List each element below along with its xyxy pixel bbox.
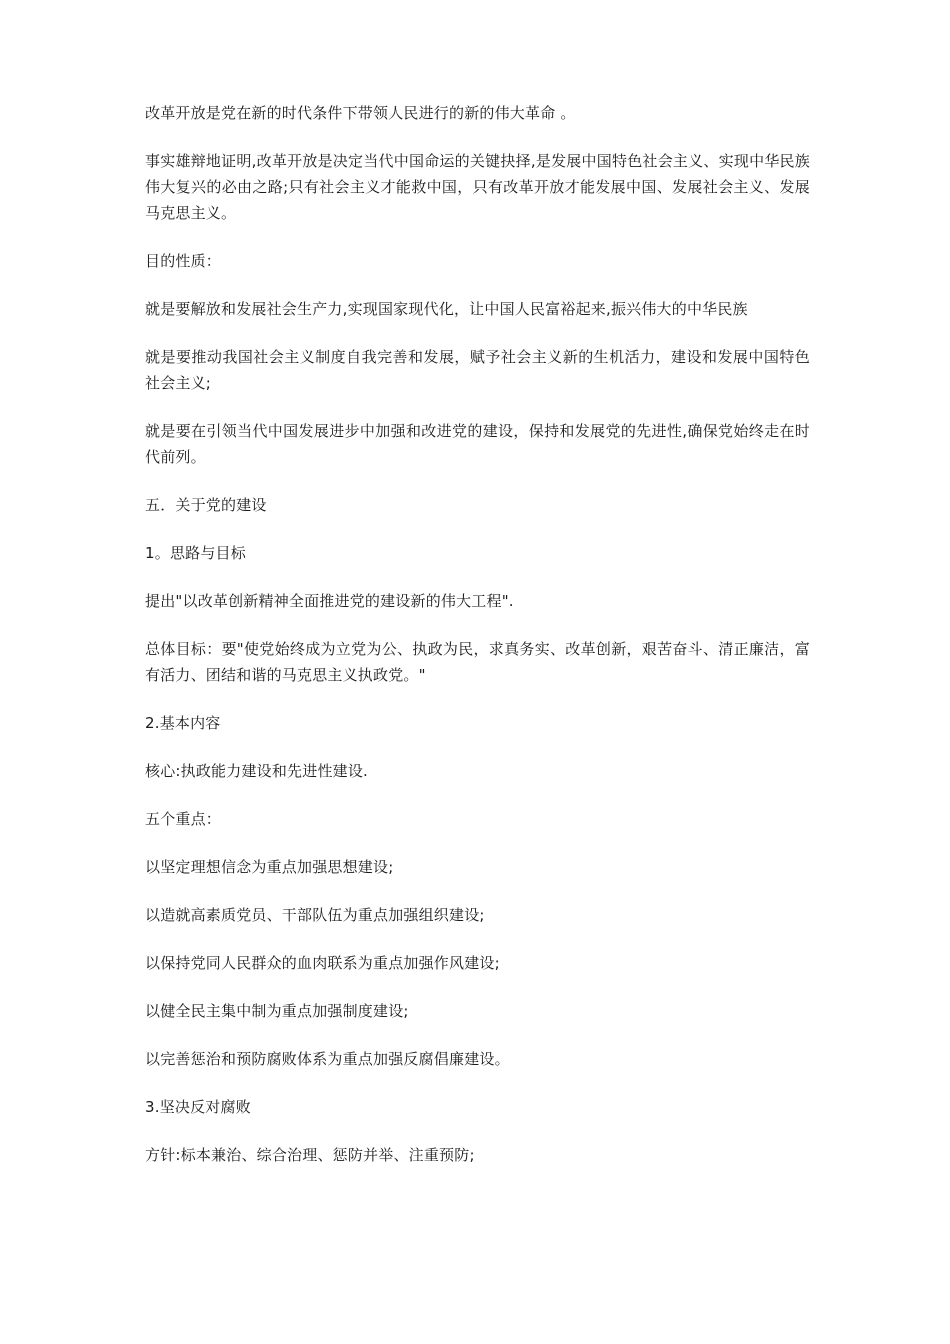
paragraph-facts-prove: 事实雄辩地证明,改革开放是决定当代中国命运的关键抉择,是发展中国特色社会主义、实现中华民族伟大复兴的必由之路;只有社会主义才能救中国，只有改革开放才能发展中国、发展社会主义、发展马克思主义。 [145, 152, 810, 222]
paragraph-purpose-system: 就是要推动我国社会主义制度自我完善和发展，赋予社会主义新的生机活力，建设和发展中国特色社会主义; [145, 348, 810, 392]
subheading-ideas-goals: 1。思路与目标 [145, 544, 246, 562]
paragraph-proposal: 提出"以改革创新精神全面推进党的建设新的伟大工程". [145, 592, 514, 610]
paragraph-purpose-heading: 目的性质： [145, 252, 222, 270]
subheading-basic-content: 2.基本内容 [145, 714, 221, 732]
document-page [145, 100, 810, 1190]
paragraph-policy: 方针:标本兼治、综合治理、惩防并举、注重预防; [145, 1146, 475, 1164]
section-heading-party-building: 五．关于党的建设 [145, 496, 267, 514]
list-item-ideology: 以坚定理想信念为重点加强思想建设; [145, 858, 394, 876]
subheading-oppose-corruption: 3.坚决反对腐败 [145, 1098, 251, 1116]
list-item-work-style: 以保持党同人民群众的血肉联系为重点加强作风建设; [145, 954, 500, 972]
paragraph-purpose-party: 就是要在引领当代中国发展进步中加强和改进党的建设，保持和发展党的先进性,确保党始终走在时代前列。 [145, 422, 810, 466]
paragraph-five-focuses: 五个重点： [145, 810, 222, 828]
list-item-anti-corruption: 以完善惩治和预防腐败体系为重点加强反腐倡廉建设。 [145, 1050, 510, 1068]
paragraph-core: 核心:执政能力建设和先进性建设. [145, 762, 369, 780]
list-item-organization: 以造就高素质党员、干部队伍为重点加强组织建设; [145, 906, 485, 924]
list-item-system: 以健全民主集中制为重点加强制度建设; [145, 1002, 409, 1020]
paragraph-overall-goal: 总体目标：要"使党始终成为立党为公、执政为民，求真务实、改革创新，艰苦奋斗、清正廉洁，富有活力、团结和谐的马克思主义执政党。" [145, 640, 810, 684]
paragraph-purpose-productivity: 就是要解放和发展社会生产力,实现国家现代化，让中国人民富裕起来,振兴伟大的中华民族 [145, 300, 748, 318]
paragraph-reform-revolution: 改革开放是党在新的时代条件下带领人民进行的新的伟大革命 。 [145, 104, 576, 122]
